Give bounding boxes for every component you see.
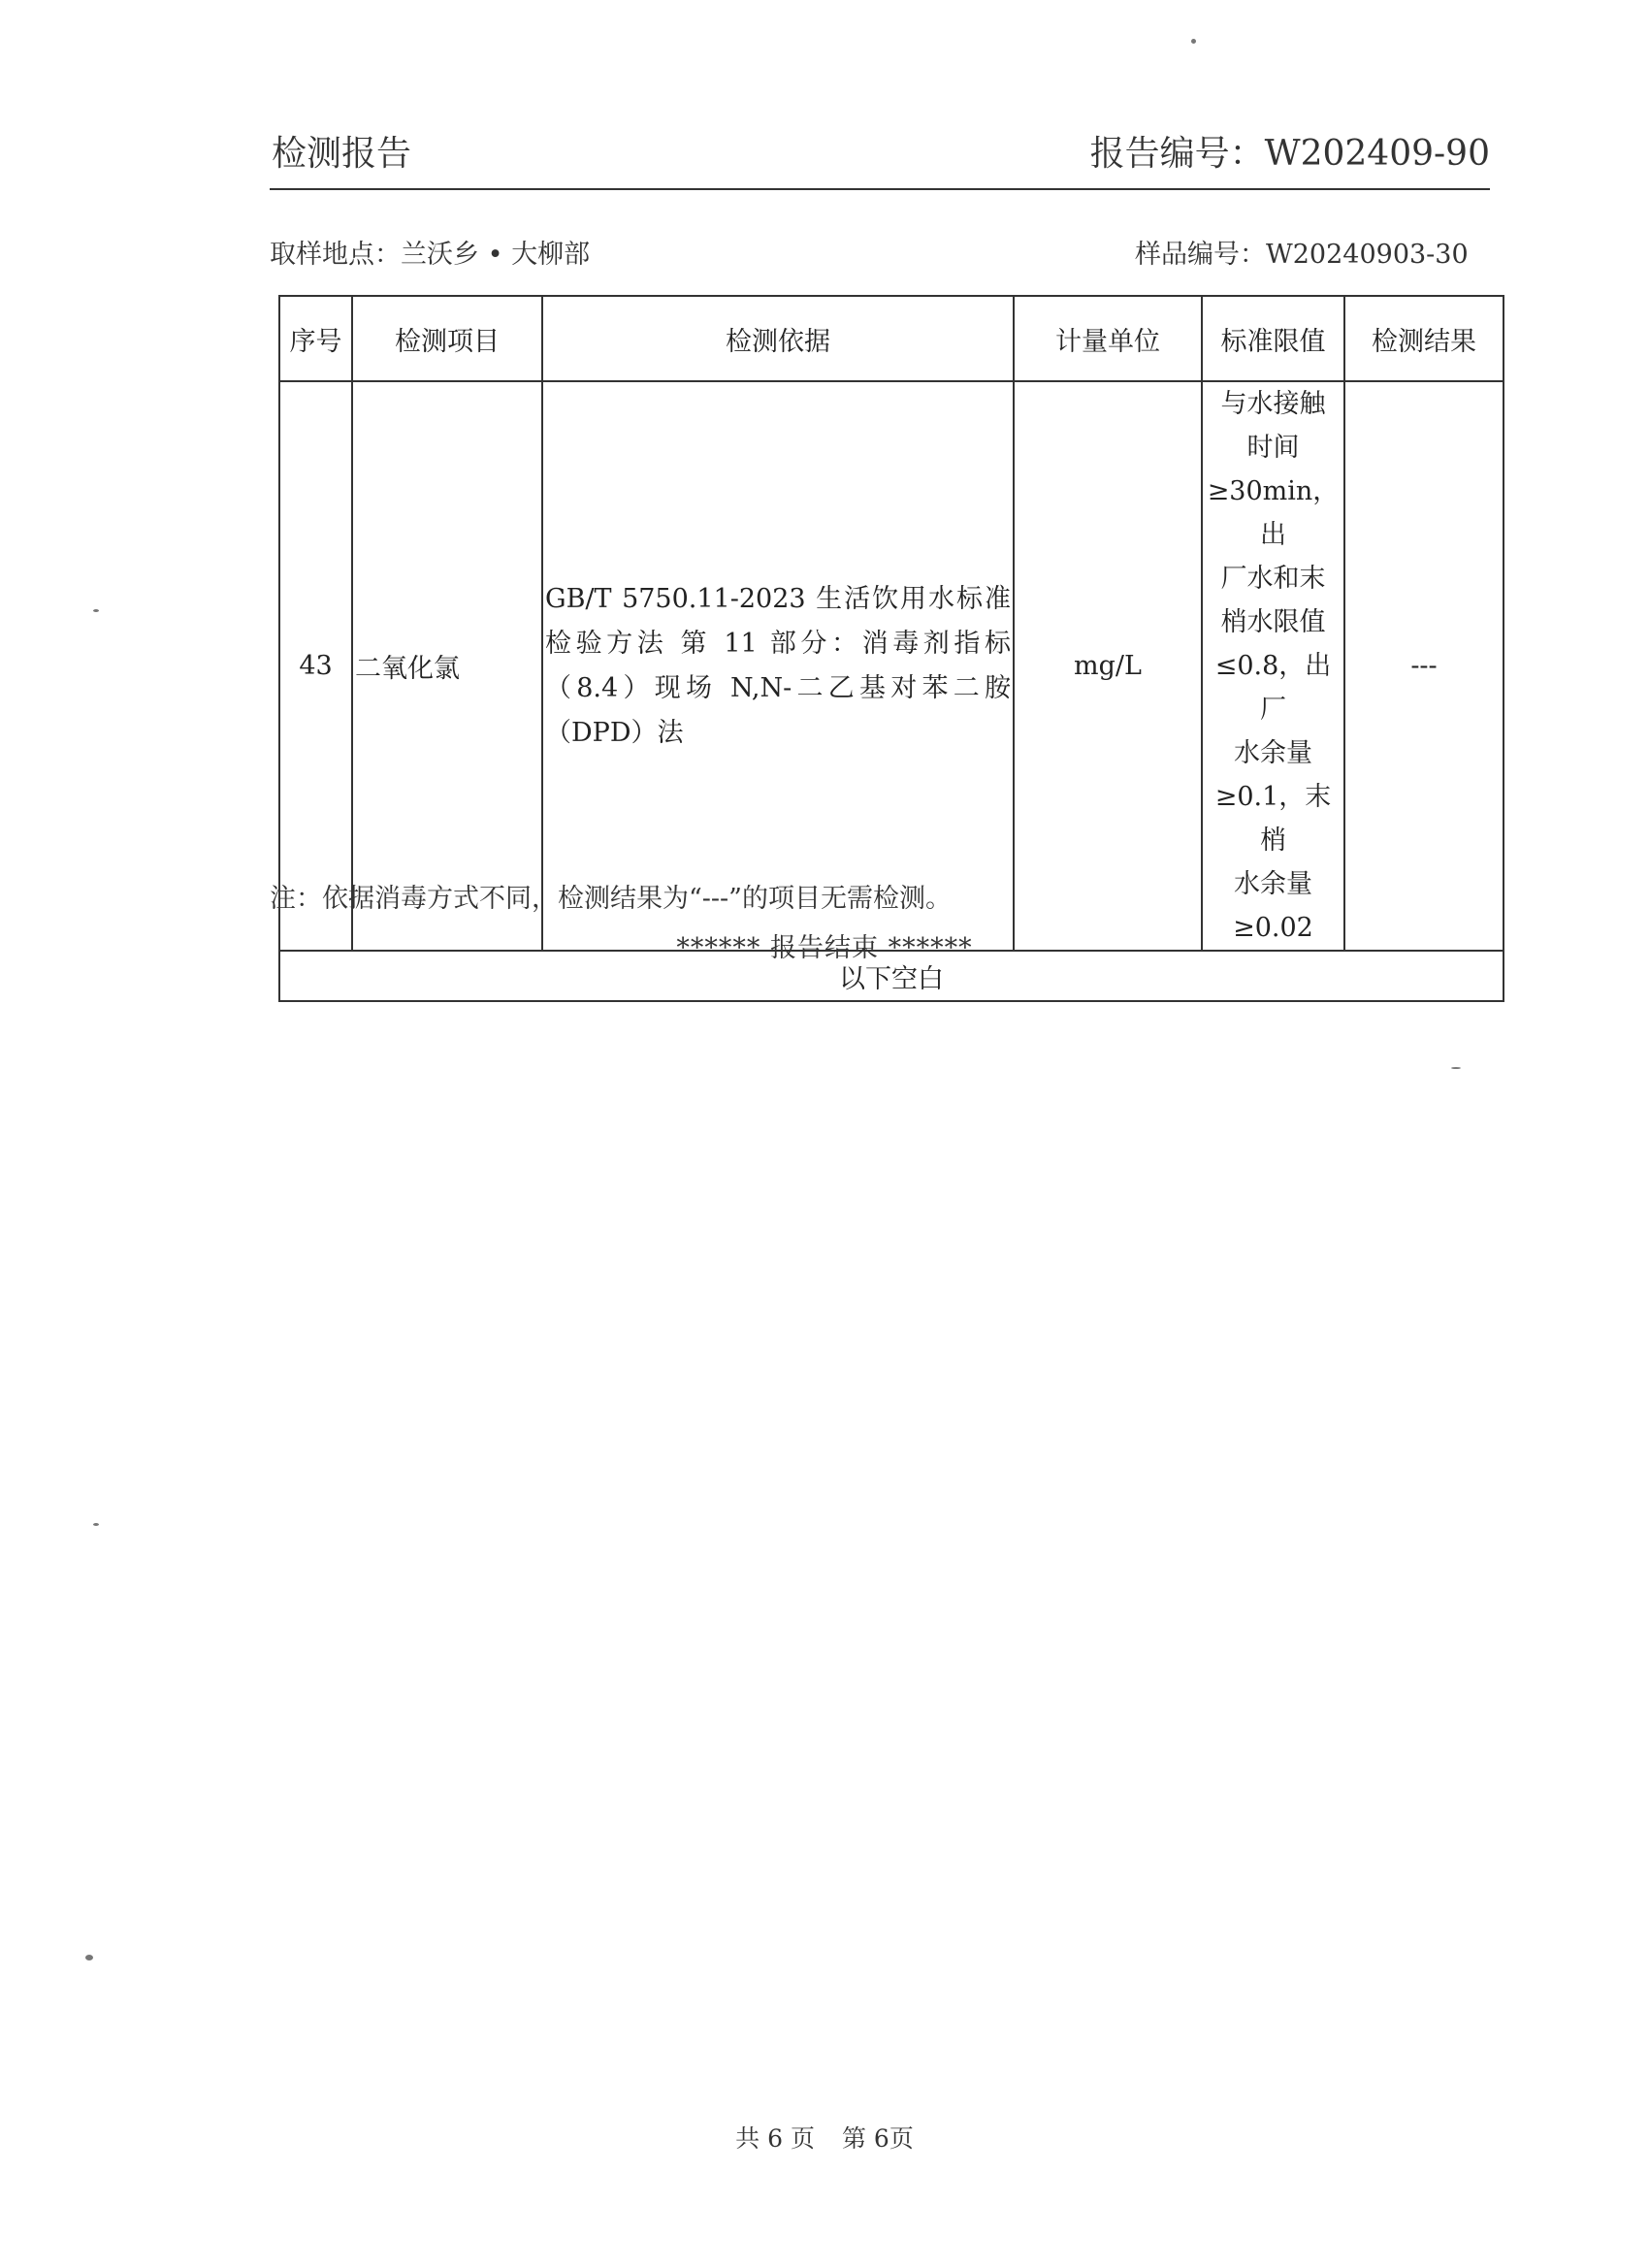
scan-speck: [1451, 1067, 1461, 1069]
scan-speck: [93, 1523, 99, 1526]
limit-line: ≥0.1，末梢: [1214, 782, 1332, 856]
unit-cell: mg/L: [1014, 381, 1202, 951]
column-header: 标准限值: [1202, 296, 1344, 381]
sampling-location: [270, 233, 590, 271]
table-header-row: [279, 296, 1504, 381]
limit-line: 时间: [1246, 433, 1300, 463]
scan-speck: [93, 609, 99, 612]
limit-line: ≥0.02: [1233, 913, 1313, 943]
column-header: 计量单位: [1014, 296, 1202, 381]
footnote: 注：依据消毒方式不同，检测结果为“---”的项目无需检测。: [270, 884, 952, 914]
test-method-cell: GB/T 5750.11-2023 生活饮用水标准检验方法 第 11 部分：消毒剂指标（8.4）现场 N,N-二乙基对苯二胺（DPD）法: [542, 381, 1014, 951]
column-header: 序号: [279, 296, 352, 381]
limit-line: 梢水限值: [1220, 607, 1326, 637]
report-end-marker: ****** 报告结束 ******: [676, 933, 973, 963]
test-item-cell: 二氧化氯: [352, 381, 542, 951]
scan-speck: [1191, 39, 1196, 44]
report-number: [1090, 126, 1490, 176]
limit-line: ≤0.8，出厂: [1214, 651, 1332, 725]
seq-cell: 43: [279, 381, 352, 951]
limit-line: 厂水和末: [1220, 564, 1326, 594]
limit-line: ≥30min，出: [1207, 476, 1340, 550]
limit-line: 水余量: [1234, 738, 1312, 768]
sampling-location-value: 兰沃乡 • 大柳部: [401, 240, 591, 270]
result-cell: ---: [1344, 381, 1504, 951]
sample-number-value: W20240903-30: [1266, 240, 1469, 270]
page-footer: [0, 2120, 1649, 2155]
column-header: 检测依据: [542, 296, 1014, 381]
limit-line: 与水接触: [1220, 389, 1326, 419]
sampling-location-label: 取样地点：: [270, 240, 401, 270]
standard-limit-cell: [1202, 381, 1344, 951]
table-row: [279, 381, 1504, 951]
report-number-label: 报告编号：: [1089, 134, 1265, 174]
scan-speck: [85, 1955, 93, 1960]
column-header: 检测结果: [1344, 296, 1504, 381]
report-number-value: W202409-90: [1264, 134, 1490, 174]
limit-line: 水余量: [1234, 869, 1312, 899]
blank-below-note: 以下空白: [279, 951, 1504, 1001]
total-pages: 共 6 页: [735, 2124, 815, 2153]
column-header: 检测项目: [352, 296, 542, 381]
sample-number: [1135, 233, 1469, 271]
document-title: 检测报告: [272, 134, 412, 174]
sample-number-label: 样品编号：: [1135, 240, 1266, 270]
page-header: [270, 116, 1490, 190]
current-page: 第 6页: [841, 2124, 914, 2153]
